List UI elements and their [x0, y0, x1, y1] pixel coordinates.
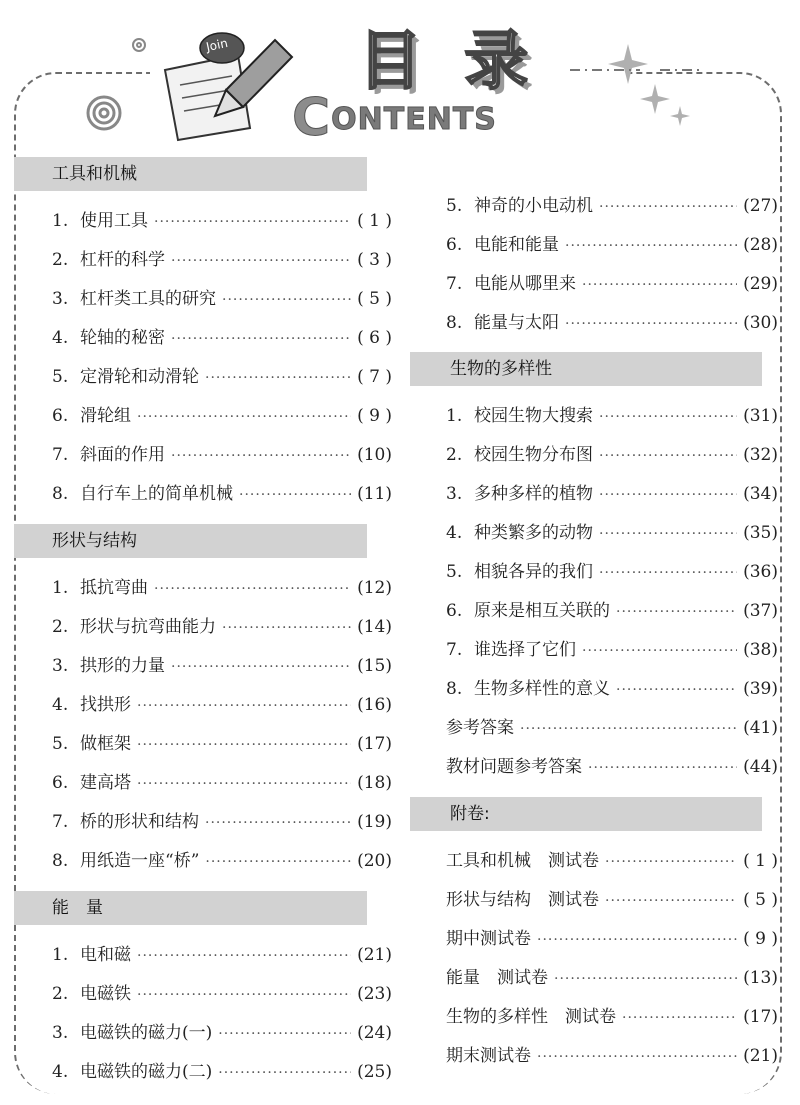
- dot-leader: [171, 248, 351, 274]
- dot-leader: [137, 771, 351, 797]
- entry-page: (17): [743, 1007, 778, 1027]
- entry-label: 电磁铁的磁力(一): [80, 1023, 213, 1043]
- sparkle-icon: [608, 44, 690, 126]
- page-title: 目 录: [358, 25, 539, 99]
- dot-leader: [137, 982, 351, 1008]
- entry-number: 8.: [52, 484, 69, 504]
- entry-label: 期末测试卷: [446, 1046, 531, 1066]
- toc-entry[interactable]: [52, 692, 392, 718]
- entry-number: 1.: [52, 945, 69, 965]
- entry-page: ( 1 ): [743, 851, 778, 871]
- entry-label: 桥的形状和结构: [80, 812, 199, 832]
- entry-label: 自行车上的简单机械: [80, 484, 233, 504]
- dot-leader: [537, 1044, 737, 1070]
- entry-page: (14): [357, 617, 392, 637]
- toc-entry[interactable]: [446, 442, 778, 468]
- entry-number: 4.: [446, 523, 463, 543]
- entry-number: 5.: [52, 367, 69, 387]
- entry-number: 2.: [52, 250, 69, 270]
- dot-leader: [137, 943, 351, 969]
- entry-label: 形状与抗弯曲能力: [80, 617, 216, 637]
- entry-number: 7.: [446, 274, 463, 294]
- toc-entry[interactable]: [446, 965, 778, 991]
- entry-page: (21): [743, 1046, 778, 1066]
- toc-entry[interactable]: [446, 520, 778, 546]
- entry-page: ( 5 ): [357, 289, 392, 309]
- entry-label: 滑轮组: [80, 406, 131, 426]
- entry-label: 校园生物分布图: [474, 445, 593, 465]
- toc-entry[interactable]: [446, 715, 778, 741]
- dot-leader: [554, 966, 737, 992]
- toc-entry[interactable]: [52, 481, 392, 507]
- entry-label: 相貌各异的我们: [474, 562, 593, 582]
- entry-label: 用纸造一座“桥”: [80, 851, 200, 871]
- entry-number: 6.: [446, 235, 463, 255]
- entry-page: (24): [357, 1023, 392, 1043]
- toc-entry[interactable]: [446, 754, 778, 780]
- entry-number: 5.: [446, 562, 463, 582]
- entry-page: (37): [743, 601, 778, 621]
- small-spiral-icon: [133, 39, 145, 51]
- entry-number: 1.: [52, 211, 69, 231]
- entry-label: 种类繁多的动物: [474, 523, 593, 543]
- entry-page: ( 9 ): [357, 406, 392, 426]
- dot-leader: [582, 272, 737, 298]
- entry-label: 做框架: [80, 734, 131, 754]
- dot-leader: [588, 755, 737, 781]
- dot-leader: [171, 654, 351, 680]
- toc-entry[interactable]: [446, 310, 778, 336]
- entry-page: (16): [357, 695, 392, 715]
- dot-leader: [622, 1005, 737, 1031]
- entry-page: (20): [357, 851, 392, 871]
- dot-leader: [218, 1021, 351, 1047]
- entry-number: 8.: [446, 679, 463, 699]
- dot-leader: [565, 311, 737, 337]
- dot-leader: [154, 209, 351, 235]
- entry-label: 原来是相互关联的: [474, 601, 610, 621]
- entry-page: (39): [743, 679, 778, 699]
- dot-leader: [599, 194, 737, 220]
- toc-entry[interactable]: [52, 575, 392, 601]
- toc-entry[interactable]: [446, 887, 778, 913]
- toc-entry[interactable]: [52, 403, 392, 429]
- entry-page: ( 9 ): [743, 929, 778, 949]
- dot-leader: [205, 365, 351, 391]
- entry-page: ( 7 ): [357, 367, 392, 387]
- entry-label: 多种多样的植物: [474, 484, 593, 504]
- entry-page: (11): [357, 484, 392, 504]
- entry-label: 生物多样性的意义: [474, 679, 610, 699]
- entry-label: 电磁铁的磁力(二): [80, 1062, 213, 1082]
- toc-entry[interactable]: [52, 364, 392, 390]
- entry-label: 电和磁: [80, 945, 131, 965]
- header-art: [0, 0, 800, 150]
- dot-leader: [599, 521, 737, 547]
- toc-entry[interactable]: [446, 926, 778, 952]
- section-heading: 附卷:: [410, 797, 762, 831]
- entry-page: (17): [357, 734, 392, 754]
- toc-entry[interactable]: [446, 598, 778, 624]
- entry-label: 形状与结构 测试卷: [446, 890, 599, 910]
- dot-leader: [137, 693, 351, 719]
- entry-label: 杠杆的科学: [80, 250, 165, 270]
- entry-label: 神奇的小电动机: [474, 196, 593, 216]
- toc-entry[interactable]: [52, 1059, 392, 1085]
- entry-label: 定滑轮和动滑轮: [80, 367, 199, 387]
- entry-page: (38): [743, 640, 778, 660]
- dot-leader: [520, 716, 737, 742]
- entry-number: 3.: [446, 484, 463, 504]
- dot-leader: [154, 576, 351, 602]
- toc-entry[interactable]: [446, 232, 778, 258]
- section-heading: 能 量: [14, 891, 367, 925]
- entry-page: (10): [357, 445, 392, 465]
- entry-number: 5.: [52, 734, 69, 754]
- dot-leader: [205, 849, 351, 875]
- dot-leader: [137, 404, 351, 430]
- entry-label: 参考答案: [446, 718, 514, 738]
- dot-leader: [605, 849, 737, 875]
- dot-leader: [565, 233, 737, 259]
- entry-page: (32): [743, 445, 778, 465]
- entry-number: 1.: [52, 578, 69, 598]
- entry-label: 找拱形: [80, 695, 131, 715]
- dot-leader: [171, 326, 351, 352]
- toc-entry[interactable]: [52, 848, 392, 874]
- dot-leader: [537, 927, 737, 953]
- entry-number: 3.: [52, 656, 69, 676]
- entry-label: 使用工具: [80, 211, 148, 231]
- entry-page: (12): [357, 578, 392, 598]
- toc-entry[interactable]: [52, 208, 392, 234]
- entry-label: 杠杆类工具的研究: [80, 289, 216, 309]
- page-subtitle: [292, 88, 497, 148]
- toc-entry[interactable]: [52, 942, 392, 968]
- entry-page: (41): [743, 718, 778, 738]
- entry-label: 能量 测试卷: [446, 968, 548, 988]
- entry-page: (36): [743, 562, 778, 582]
- dot-leader: [616, 677, 737, 703]
- entry-number: 6.: [446, 601, 463, 621]
- dot-leader: [137, 732, 351, 758]
- entry-page: (35): [743, 523, 778, 543]
- spiral-icon: [88, 97, 120, 129]
- entry-number: 4.: [52, 328, 69, 348]
- entry-page: ( 5 ): [743, 890, 778, 910]
- entry-number: 4.: [52, 1062, 69, 1082]
- entry-page: ( 1 ): [357, 211, 392, 231]
- subtitle-initial: C: [292, 88, 332, 148]
- section-heading: 工具和机械: [14, 157, 367, 191]
- entry-label: 拱形的力量: [80, 656, 165, 676]
- entry-number: 7.: [52, 445, 69, 465]
- entry-label: 斜面的作用: [80, 445, 165, 465]
- entry-number: 1.: [446, 406, 463, 426]
- section-heading: 形状与结构: [14, 524, 367, 558]
- toc-entry[interactable]: [446, 1043, 778, 1069]
- entry-label: 轮轴的秘密: [80, 328, 165, 348]
- entry-number: 5.: [446, 196, 463, 216]
- entry-page: ( 6 ): [357, 328, 392, 348]
- dot-leader: [222, 287, 351, 313]
- entry-label: 能量与太阳: [474, 313, 559, 333]
- entry-label: 建高塔: [80, 773, 131, 793]
- entry-label: 期中测试卷: [446, 929, 531, 949]
- entry-number: 3.: [52, 1023, 69, 1043]
- toc-entry[interactable]: [52, 1020, 392, 1046]
- toc-entry[interactable]: [52, 442, 392, 468]
- entry-page: (13): [743, 968, 778, 988]
- toc-entry[interactable]: [446, 848, 778, 874]
- entry-label: 生物的多样性 测试卷: [446, 1007, 616, 1027]
- toc-entry[interactable]: [446, 271, 778, 297]
- entry-label: 抵抗弯曲: [80, 578, 148, 598]
- entry-label: 电能和能量: [474, 235, 559, 255]
- entry-page: (44): [743, 757, 778, 777]
- toc-entry[interactable]: [52, 653, 392, 679]
- entry-page: (25): [357, 1062, 392, 1082]
- toc-entry[interactable]: [52, 809, 392, 835]
- toc-entry[interactable]: [52, 770, 392, 796]
- dot-leader: [599, 404, 737, 430]
- entry-page: (19): [357, 812, 392, 832]
- toc-entry[interactable]: [446, 481, 778, 507]
- toc-entry[interactable]: [52, 325, 392, 351]
- toc-entry[interactable]: [52, 614, 392, 640]
- dot-leader: [205, 810, 351, 836]
- entry-number: 6.: [52, 406, 69, 426]
- toc-entry[interactable]: [446, 1004, 778, 1030]
- dot-leader: [582, 638, 737, 664]
- entry-number: 2.: [52, 617, 69, 637]
- entry-page: (23): [357, 984, 392, 1004]
- toc-entry[interactable]: [52, 981, 392, 1007]
- dot-leader: [605, 888, 737, 914]
- entry-label: 谁选择了它们: [474, 640, 576, 660]
- toc-entry[interactable]: [446, 193, 778, 219]
- entry-page: (21): [357, 945, 392, 965]
- entry-label: 教材问题参考答案: [446, 757, 582, 777]
- entry-label: 电磁铁: [80, 984, 131, 1004]
- entry-page: ( 3 ): [357, 250, 392, 270]
- entry-page: (29): [743, 274, 778, 294]
- entry-number: 2.: [52, 984, 69, 1004]
- toc-entry[interactable]: [446, 676, 778, 702]
- entry-number: 3.: [52, 289, 69, 309]
- entry-page: (31): [743, 406, 778, 426]
- entry-page: (34): [743, 484, 778, 504]
- entry-number: 7.: [52, 812, 69, 832]
- dot-leader: [616, 599, 737, 625]
- toc-entry[interactable]: [446, 559, 778, 585]
- join-sticker-label: Join: [204, 35, 230, 55]
- dot-leader: [218, 1060, 351, 1086]
- entry-page: (30): [743, 313, 778, 333]
- entry-number: 4.: [52, 695, 69, 715]
- entry-number: 8.: [52, 851, 69, 871]
- toc-entry[interactable]: [446, 637, 778, 663]
- dot-leader: [599, 443, 737, 469]
- entry-page: (15): [357, 656, 392, 676]
- subtitle-rest: ONTENTS: [331, 102, 497, 137]
- entry-page: (27): [743, 196, 778, 216]
- dot-leader: [599, 560, 737, 586]
- dot-leader: [239, 482, 351, 508]
- toc-entry[interactable]: [446, 403, 778, 429]
- entry-number: 6.: [52, 773, 69, 793]
- dot-leader: [599, 482, 737, 508]
- entry-number: 8.: [446, 313, 463, 333]
- toc-entry[interactable]: [52, 731, 392, 757]
- entry-number: 7.: [446, 640, 463, 660]
- entry-page: (18): [357, 773, 392, 793]
- entry-page: (28): [743, 235, 778, 255]
- toc-entry[interactable]: [52, 247, 392, 273]
- entry-number: 2.: [446, 445, 463, 465]
- dot-leader: [171, 443, 351, 469]
- entry-label: 校园生物大搜索: [474, 406, 593, 426]
- section-heading: 生物的多样性: [410, 352, 762, 386]
- toc-entry[interactable]: [52, 286, 392, 312]
- dot-leader: [222, 615, 351, 641]
- entry-label: 工具和机械 测试卷: [446, 851, 599, 871]
- entry-label: 电能从哪里来: [474, 274, 576, 294]
